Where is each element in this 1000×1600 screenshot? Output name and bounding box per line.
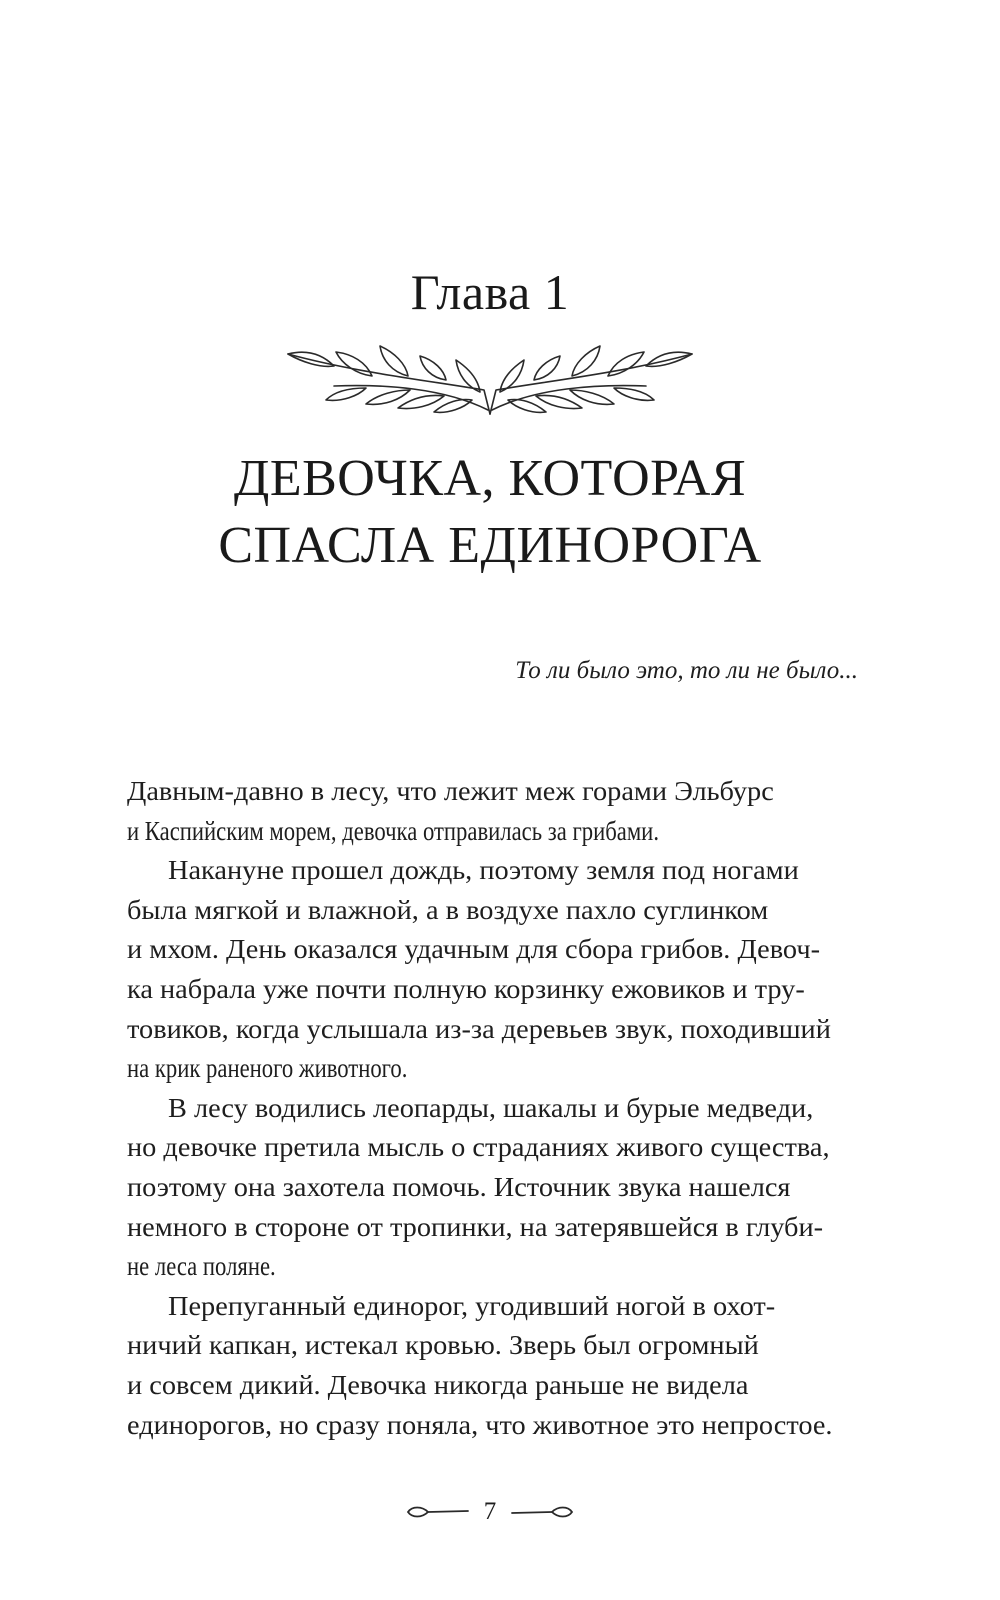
body-line-text: ка набрала уже почти полную корзинку ежовиков и тру- <box>127 973 805 1004</box>
body-line-text: и Каспийским морем, девочка отправилась за грибами. <box>127 815 659 846</box>
body-line-text: на крик раненого животного. <box>127 1053 408 1084</box>
body-line <box>127 851 858 891</box>
body-line <box>127 1049 858 1089</box>
body-line-text: но девочке претила мысль о страданиях живого существа, <box>127 1132 830 1163</box>
body-line <box>127 772 858 812</box>
body-line-text: В лесу водились леопарды, шакалы и бурые медведи, <box>168 1092 814 1123</box>
body-line-text: поэтому она захотела помочь. Источник звука нашелся <box>127 1171 791 1202</box>
body-text <box>127 772 858 1445</box>
body-line <box>127 1128 858 1168</box>
body-line <box>127 1089 858 1129</box>
laurel-branches-icon <box>274 342 706 416</box>
body-line <box>127 1326 858 1366</box>
body-line-text: ничий капкан, истекал кровью. Зверь был огромный <box>127 1330 759 1361</box>
body-line <box>127 1247 858 1287</box>
body-line-text: единорогов, но сразу поняла, что животное это непростое. <box>127 1409 833 1440</box>
body-line <box>127 1010 858 1050</box>
body-line <box>127 812 858 852</box>
body-line-text: Перепуганный единорог, угодивший ногой в охот- <box>168 1290 776 1321</box>
body-line-text: немного в стороне от тропинки, на затерявшейся в глуби- <box>127 1211 824 1242</box>
page-number: 7 <box>483 1498 497 1525</box>
body-line <box>127 891 858 931</box>
body-line-text: Давным-давно в лесу, что лежит меж горами Эльбурс <box>127 776 774 806</box>
body-line-text: не леса поляне. <box>127 1251 276 1282</box>
body-line-text: и совсем дикий. Девочка никогда раньше не видела <box>127 1369 749 1400</box>
epigraph: То ли было это, то ли не было... <box>515 657 858 684</box>
chapter-number: Глава 1 <box>410 264 570 320</box>
body-line <box>127 1287 858 1327</box>
body-line-text: была мягкой и влажной, а в воздухе пахло суглинком <box>127 894 769 925</box>
body-line <box>127 1208 858 1248</box>
leaf-flourish-right-icon <box>510 1502 574 1522</box>
chapter-title-line-1: ДЕВОЧКА, КОТОРАЯ <box>233 450 747 507</box>
chapter-title-line-2: СПАСЛА ЕДИНОРОГА <box>218 517 762 574</box>
body-line <box>127 1168 858 1208</box>
body-line <box>127 930 858 970</box>
leaf-flourish-left-icon <box>406 1502 470 1522</box>
body-line-text: товиков, когда услышала из-за деревьев звук, походивший <box>127 1013 831 1044</box>
body-line-text: Накануне прошел дождь, поэтому земля под ногами <box>168 855 799 886</box>
page-footer <box>0 1494 980 1530</box>
body-line <box>127 1366 858 1406</box>
body-line <box>127 970 858 1010</box>
body-line <box>127 1406 858 1446</box>
body-line-text: и мхом. День оказался удачным для сбора грибов. Девоч- <box>127 934 821 965</box>
